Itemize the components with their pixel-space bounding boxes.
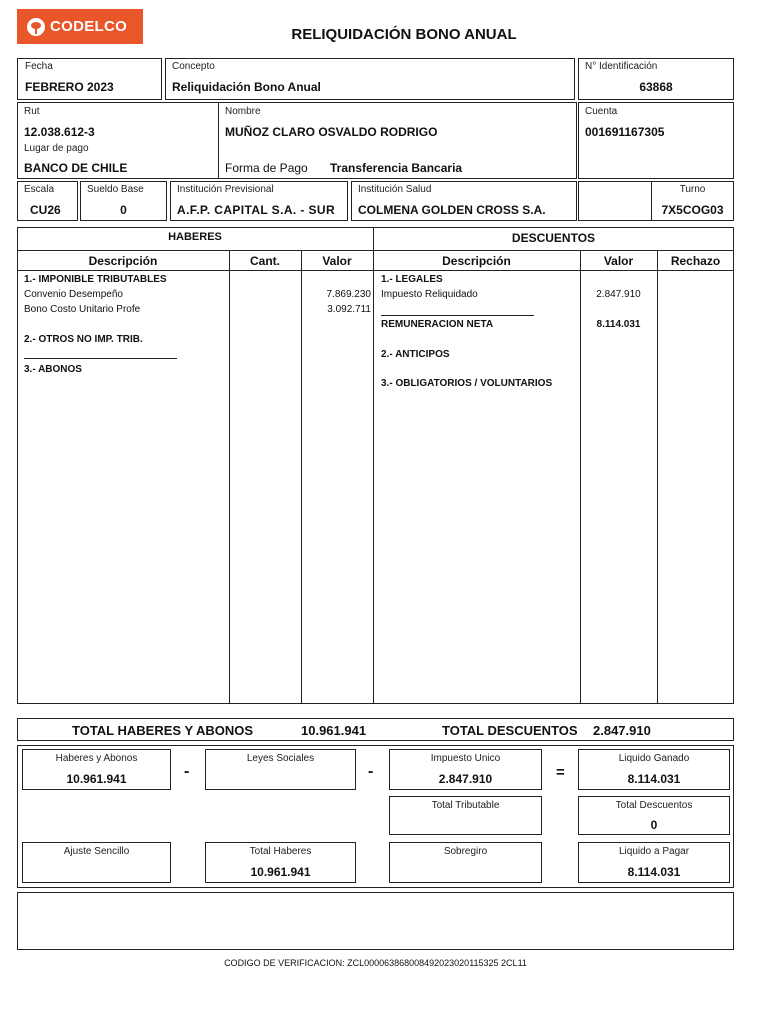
leyes-box <box>205 749 356 790</box>
sueldo-box <box>80 181 167 221</box>
salud-value: COLMENA GOLDEN CROSS S.A. <box>358 203 546 217</box>
sueldo-value: 0 <box>120 203 127 217</box>
prevision-value: A.F.P. CAPITAL S.A. - SUR <box>177 203 336 217</box>
sobregiro-box <box>389 842 542 883</box>
equals-sign: = <box>556 764 565 781</box>
page-title: RELIQUIDACIÓN BONO ANUAL <box>291 26 517 43</box>
impuesto-box <box>389 749 542 790</box>
impuesto-label: Impuesto Unico <box>430 753 501 764</box>
liquido-ganado-label: Liquido Ganado <box>618 753 690 764</box>
lugar-label: Lugar de pago <box>24 143 89 154</box>
total-haberes-value: 10.961.941 <box>301 723 367 738</box>
haberes-abonos-label: Haberes y Abonos <box>55 753 138 764</box>
total-haberes-label: TOTAL HABERES Y ABONOS <box>72 723 254 738</box>
cuenta-label: Cuenta <box>585 106 618 117</box>
descuentos-item1-val: 2.847.910 <box>596 289 641 300</box>
total-descuentos-sum-value: 0 <box>650 818 658 832</box>
escala-value: CU26 <box>30 203 61 217</box>
descuentos-sec3: 3.- OBLIGATORIOS / VOLUNTARIOS <box>381 378 553 389</box>
haberes-item2-val: 3.092.711 <box>327 304 371 315</box>
forma-label: Forma de Pago <box>225 161 308 175</box>
col-valor-haberes: Valor <box>322 254 352 268</box>
total-descuentos-label: TOTAL DESCUENTOS <box>442 723 578 738</box>
fecha-label: Fecha <box>25 61 53 72</box>
nombre-label: Nombre <box>225 106 261 117</box>
liquido-pagar-value: 8.114.031 <box>627 865 681 879</box>
salud-label: Institución Salud <box>358 184 432 195</box>
liquido-pagar-label: Liquido a Pagar <box>618 846 690 857</box>
haberes-sec3: 3.- ABONOS <box>24 364 82 375</box>
descuentos-divider <box>381 315 534 316</box>
minus-sign-1: - <box>184 763 190 780</box>
prevision-box <box>170 181 348 221</box>
descuentos-item1-desc: Impuesto Reliquidado <box>381 289 478 300</box>
total-descuentos-value: 2.847.910 <box>593 723 651 738</box>
turno-value: 7X5COG03 <box>661 203 724 217</box>
col-rechazo: Rechazo <box>670 254 721 268</box>
total-haberes-sum-value: 10.961.941 <box>250 865 311 879</box>
forma-value: Transferencia Bancaria <box>330 161 463 175</box>
prevision-label: Institución Previsional <box>177 184 274 195</box>
haberes-item1-val: 7.869.230 <box>326 289 371 300</box>
logo-icon <box>27 18 45 36</box>
ajuste-box <box>22 842 171 883</box>
id-value: 63868 <box>639 80 673 94</box>
escala-box <box>17 181 78 221</box>
descuentos-sec2: 2.- ANTICIPOS <box>381 349 450 360</box>
remuneracion-neta-value: 8.114.031 <box>596 319 641 330</box>
descuentos-sec1: 1.- LEGALES <box>381 274 443 285</box>
cuenta-box <box>578 102 734 179</box>
nombre-value: MUÑOZ CLARO OSVALDO RODRIGO <box>225 125 438 139</box>
total-haberes-sum-label: Total Haberes <box>249 846 312 857</box>
concepto-box <box>165 58 575 100</box>
leyes-label: Leyes Sociales <box>246 753 315 764</box>
id-box <box>578 58 734 100</box>
total-tributable-label: Total Tributable <box>431 800 500 811</box>
col-valor-descuentos: Valor <box>603 254 634 268</box>
haberes-sec1: 1.- IMPONIBLE TRIBUTABLES <box>24 274 167 285</box>
sobregiro-label: Sobregiro <box>443 846 488 857</box>
haberes-sec2: 2.- OTROS NO IMP. TRIB. <box>24 334 143 345</box>
total-descuentos-sum-label: Total Descuentos <box>615 800 693 811</box>
id-label: N° Identificación <box>585 61 658 72</box>
ajuste-label: Ajuste Sencillo <box>63 846 130 857</box>
col-descripcion-descuentos: Descripción <box>442 254 511 268</box>
remuneracion-neta-label: REMUNERACION NETA <box>381 319 494 330</box>
haberes-header: HABERES <box>168 231 222 243</box>
impuesto-value: 2.847.910 <box>438 772 493 786</box>
escala-label: Escala <box>24 184 55 195</box>
turno-box <box>578 181 734 221</box>
fecha-value: FEBRERO 2023 <box>25 80 114 94</box>
rut-value: 12.038.612-3 <box>24 125 95 139</box>
haberes-item2-desc: Bono Costo Unitario Profe <box>24 304 141 315</box>
total-tributable-box <box>389 796 542 835</box>
haberes-abonos-box <box>22 749 171 790</box>
turno-label: Turno <box>679 184 706 195</box>
lugar-value: BANCO DE CHILE <box>24 161 128 175</box>
verification-code: CODIGO DE VERIFICACION: ZCL000063868008492023020115325 2CL11 <box>224 958 527 968</box>
salud-box <box>351 181 577 221</box>
liquido-ganado-value: 8.114.031 <box>627 772 681 786</box>
cuenta-value: 001691167305 <box>585 125 665 139</box>
haberes-divider <box>24 358 177 359</box>
codelco-logo <box>17 9 143 44</box>
col-cant: Cant. <box>250 254 280 268</box>
totals-row <box>17 718 734 741</box>
minus-sign-2: - <box>368 763 374 780</box>
total-descuentos-box <box>578 796 730 835</box>
logo-text: CODELCO <box>50 18 128 35</box>
concepto-value: Reliquidación Bono Anual <box>172 80 321 94</box>
fecha-box <box>17 58 162 100</box>
descuentos-header: DESCUENTOS <box>511 231 596 245</box>
sueldo-label: Sueldo Base <box>87 184 144 195</box>
notes-box <box>17 892 734 950</box>
rut-label: Rut <box>24 106 40 117</box>
concepto-label: Concepto <box>172 61 215 72</box>
col-descripcion-haberes: Descripción <box>88 254 158 268</box>
liquido-pagar-box <box>578 842 730 883</box>
liquido-ganado-box <box>578 749 730 790</box>
haberes-abonos-value: 10.961.941 <box>66 772 127 786</box>
total-haberes-box <box>205 842 356 883</box>
haberes-item1-desc: Convenio Desempeño <box>24 289 123 300</box>
